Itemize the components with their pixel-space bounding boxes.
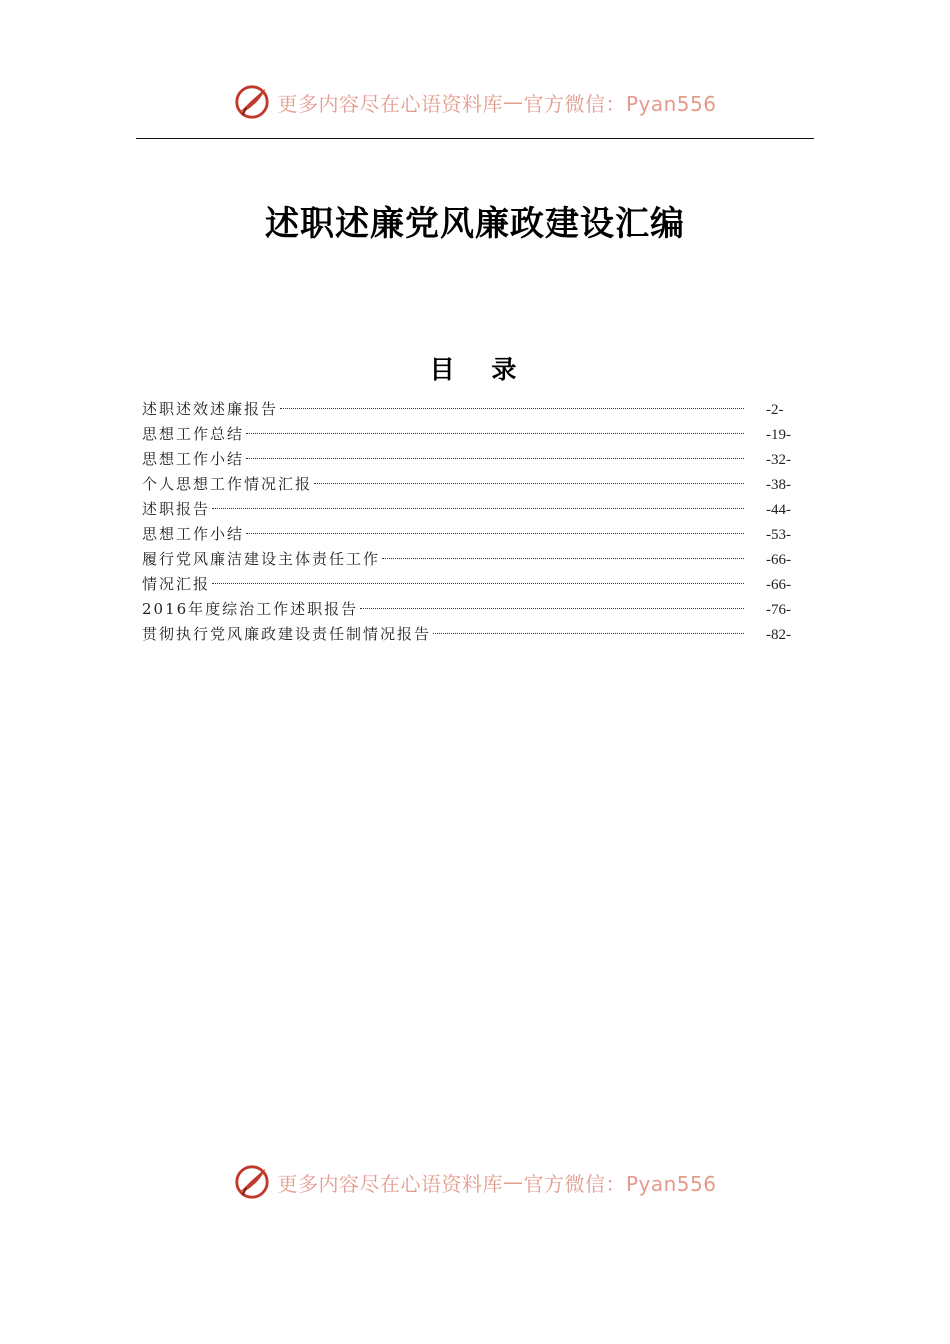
toc-leader-dots (212, 508, 744, 509)
toc-entry[interactable] (142, 497, 808, 522)
toc-entry-label: 情况汇报 (142, 575, 211, 593)
banner-text: 更多内容尽在心语资料库 (277, 1171, 503, 1196)
toc-entry-label: 述职报告 (142, 500, 211, 518)
toc-leader-dots (246, 458, 744, 459)
toc-entry-label: 思想工作总结 (142, 425, 245, 443)
toc-leader-dots (360, 608, 744, 609)
toc-entry[interactable] (142, 472, 808, 497)
toc-entry-label: 2016年度综治工作述职报告 (142, 600, 359, 618)
toc-entry[interactable] (142, 422, 808, 447)
header-divider (136, 138, 814, 139)
toc-leader-dots (246, 533, 744, 534)
toc-entry[interactable] (142, 447, 808, 472)
toc-leader-dots (382, 558, 744, 559)
toc-leader-dots (280, 408, 744, 409)
banner-contact: 官方微信：Pyan556 (523, 91, 717, 116)
toc-entry[interactable] (142, 397, 808, 422)
footer-banner (0, 1160, 950, 1204)
toc-entry-label: 思想工作小结 (142, 450, 245, 468)
header-banner (0, 80, 950, 124)
toc-entry[interactable] (142, 597, 808, 622)
toc-leader-dots (433, 633, 744, 634)
toc-entry-label: 思想工作小结 (142, 525, 245, 543)
toc-entry-page: -32- (766, 452, 791, 468)
banner-contact: 官方微信：Pyan556 (523, 1171, 717, 1196)
toc-entry-page: -19- (766, 427, 791, 443)
toc-leader-dots (212, 583, 744, 584)
toc-entry-page: -53- (766, 527, 791, 543)
toc-entry[interactable] (142, 547, 808, 572)
toc-entry-label: 履行党风廉洁建设主体责任工作 (142, 550, 381, 568)
banner-dash: — (502, 1170, 524, 1194)
toc-entry[interactable] (142, 522, 808, 547)
toc-entry-page: -2- (766, 402, 784, 418)
document-title: 述职述廉党风廉政建设汇编 (265, 204, 685, 244)
toc-entry-page: -82- (766, 627, 791, 643)
toc-entry-page: -44- (766, 502, 791, 518)
toc-entry-page: -66- (766, 577, 791, 593)
banner-dash: — (502, 90, 524, 114)
toc-entry-page: -66- (766, 552, 791, 568)
toc-entry[interactable] (142, 622, 808, 647)
toc-entry-label: 述职述效述廉报告 (142, 400, 279, 418)
toc-heading: 目 录 (429, 355, 531, 384)
toc-entry-page: -76- (766, 602, 791, 618)
toc-entry-page: -38- (766, 477, 791, 493)
toc-entry[interactable] (142, 572, 808, 597)
table-of-contents (142, 397, 808, 647)
toc-entry-label: 贯彻执行党风廉政建设责任制情况报告 (142, 625, 432, 643)
toc-entry-label: 个人思想工作情况汇报 (142, 475, 313, 493)
banner-text: 更多内容尽在心语资料库 (277, 91, 503, 116)
toc-leader-dots (314, 483, 744, 484)
toc-leader-dots (246, 433, 744, 434)
quill-logo-icon (233, 1163, 271, 1201)
quill-logo-icon (233, 83, 271, 121)
